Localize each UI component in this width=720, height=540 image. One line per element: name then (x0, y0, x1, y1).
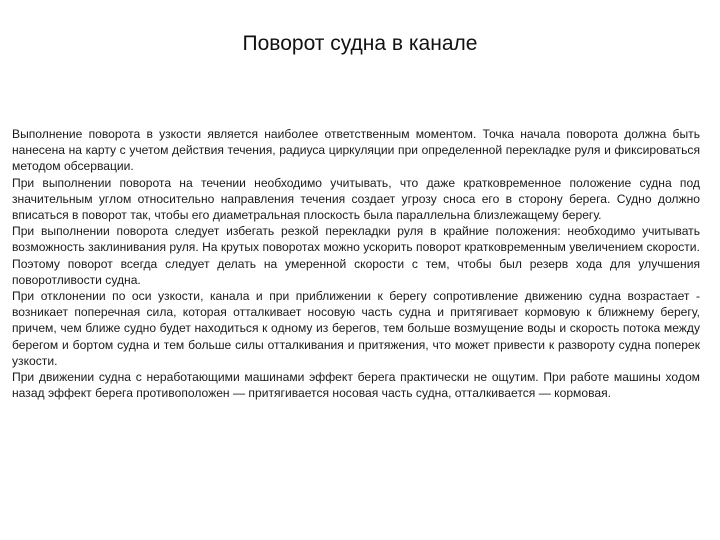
paragraph-moderate-speed: Поэтому поворот всегда следует делать на умеренной скорости с тем, чтобы был резерв хода для улучшения поворотливости судна. (12, 256, 700, 287)
paragraph-bank-effect: При отклонении по оси узкости, канала и при приближении к берегу сопротивление движению судна возрастает - возникает поперечная сила, которая отталкивает носовую часть судна и притягивает кормовую к ближнему берегу, причем, чем ближе судно будет находиться к одному из берегов, тем больше возмущение воды и скорость потока между берегом и бортом судна и тем больше силы отталкивания и притяжения, что может привести к развороту судна поперек узкости. (12, 289, 700, 368)
paragraph-rudder-use: При выполнении поворота следует избегать резкой перекладки руля в крайние положения: необходимо учитывать возможность заклинивания руля. На крутых поворотах можно ускорить поворот кратковременным увеличением скорости. (12, 224, 700, 255)
slide-body (12, 126, 700, 401)
paragraph-engines-stopped: При движении судна с неработающими машинами эффект берега практически не ощутим. При работе машины ходом назад эффект берега противоположен — притягивается носовая часть судна, отталкивается — кормовая. (12, 370, 700, 401)
paragraph-turn-start: Выполнение поворота в узкости является наиболее ответственным моментом. Точка начала поворота должна быть нанесена на карту с учетом действия течения, радиуса циркуляции при определенной перекладке руля и фиксироваться методом обсервации. (12, 127, 700, 174)
slide-title: Поворот судна в канале (242, 32, 478, 55)
paragraph-current-effect: При выполнении поворота на течении необходимо учитывать, что даже кратковременное положение судна под значительным углом относительно направления течения создает угрозу сноса его в сторону берега. Судно должно вписаться в поворот так, чтобы его диаметральная плоскость была параллельна близлежащему берегу. (12, 175, 700, 223)
